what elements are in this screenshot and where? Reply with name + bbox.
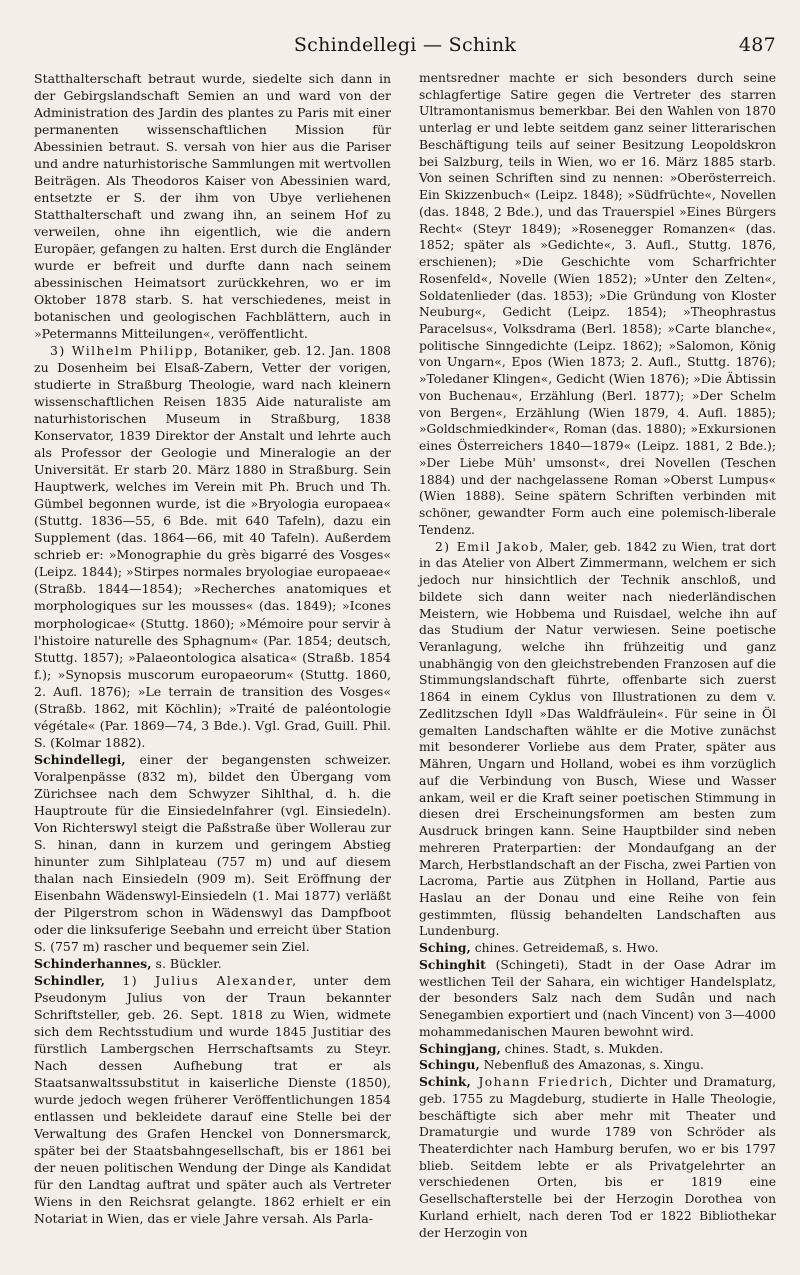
lemma-headword: Sching, [419, 940, 471, 956]
person-name: 3) Wilhelm Philipp, [50, 343, 200, 359]
person-name: 1) Julius Alexander, [105, 972, 298, 988]
lemma-headword: Schink, [419, 1074, 471, 1090]
entry-sching: Sching, chines. Getreidemaß, s. Hwo. [419, 940, 659, 956]
entry-schink: Schink, Johann Friedrich, Dichter und Dramaturg, geb. 1755 zu Magdeburg, studierte in Halle Theologie, beschäftigte sich aber mehr mit Theater und Dramaturgie und wurde 1789 von Schröder als Theaterdichter nach Hamburg berufen, wo er bis 1797 blieb. Seitdem lebte er als Privatgelehrter an verschiedenen Orten, bis er 1819 eine Gesellschafterstelle bei der Herzogin Dorothea von Kurland erhielt, nach deren Tod er 1822 Bibliothekar der Herzogin von [419, 1074, 776, 1240]
entry-subentry-emil-jakob: 2) Emil Jakob, Maler, geb. 1842 zu Wien, trat dort in das Atelier von Albert Zimmermann, welchem er sich jedoch nur hinsichtlich der Technik anschloß, und bildete sich dann weiter nach niederländischen Meistern, wie Hobbema und Ruisdael, welche ihn auf das Studium der Natur verwiesen. Seine poetische Veranlagung, welche ihn frühzeitig und ganz unabhängig von den gleichstrebenden Franzosen auf die Stimmungslandschaft führte, offenbarte sich zuerst 1864 in einem Cyklus von Illustrationen zu dem v. Zedlitzschen Idyll »Das Waldfräulein«. Für seine in Öl gemalten Landschaften wählte er die Motive zunächst mit besonderer Vorliebe aus dem Prater, später aus Mähren, Ungarn und Holland, wobei es ihm vorzüglich auf die Verbindung von Busch, Wiese und Wasser ankam, weil er die Kraft seiner poetischen Stimmung in diesen drei Erscheinungsformen am besten zum Ausdruck bringen kann. Seine Hauptbilder sind neben mehreren Praterpartien: der Mondaufgang an der March, Herbstlandschaft an der Fischa, zwei Partien von Lacroma, Partie aus Zütphen in Holland, Partie aus Haslau an der Donau und eine Reihe von fein gestimmten, flüssig behandelten Landschaften aus Lundenburg. [419, 539, 777, 939]
lemma-headword: Schindler, [34, 972, 106, 988]
entry-schingjang: Schingjang, chines. Stadt, s. Mukden. [419, 1040, 664, 1056]
entry-continuation: Statthalterschaft betraut wurde, siedelte sich dann in der Gebirgslandschaft Semien an und ward von der Administration des Jardin des plantes zu Paris mit einer permanenten wissenschaftlichen Mission für Abessinien betraut. S. versah von hier aus die Pariser und andre naturhistorische Sammlungen mit wertvollen Beiträgen. Als Theodoros Kaiser von Abessinien ward, entsetzte er S. der ihm von Ubye verliehenen Statthalterschaft und zwang ihn, an seinem Hof zu verweilen, ohne ihn eigentlich, wie die andern Europäer, gefangen zu halten. Erst durch die Engländer wurde er befreit und durfte dann nach seinem abessinischen Heimatsort zurückkehren, wo er im Oktober 1878 starb. S. hat verschiedenes, meist in botanischen und geologischen Fachblättern, auch in »Petermanns Mitteilungen«, veröffentlicht. [34, 71, 391, 342]
entry-continuation: mentsredner machte er sich besonders durch seine schlagfertige Satire gegen die Vertreter des starren Ultramontanismus bemerkbar. Bei den Wahlen von 1870 unterlag er und lebte seitdem ganz seiner litterarischen Beschäftigung teils auf seiner Besitzung Leopoldskron bei Salzburg, teils in Wien, wo er 16. März 1885 starb. Von seinen Schriften sind zu nennen: »Oberösterreich. Ein Skizzenbuch« (Leipz. 1848); »Südfrüchte«, Novellen (das. 1848, 2 Bde.), und das Trauerspiel »Eines Bürgers Recht« (Steyr 1849); »Rosenegger Romanzen« (das. 1852; später als »Gedichte«, 3. Aufl., Stuttg. 1876, erschienen); »Die Geschichte vom Scharfrichter Rosenfeld«, Novelle (Wien 1852); »Unter den Zelten«, Soldatenlieder (das. 1853); »Die Gründung von Kloster Neuburg«, Gedicht (Leipz. 1854); »Theophrastus Paracelsus«, Volksdrama (Berl. 1858); »Carte blanche«, politische Sinngedichte (Leipz. 1862); »Salomon, König von Ungarn«, Epos (Wien 1873; 2. Aufl., Stuttg. 1876); »Toledaner Klingen«, Gedicht (Wien 1876); »Die Äbtissin von Buchenau«, Erzählung (Berl. 1877); »Der Schelm von Bergen«, Erzählung (Wien 1879, 4. Aufl. 1885); »Goldschmiedkinder«, Roman (das. 1880); »Exkursionen eines Österreichers 1840—1879« (Leipz. 1881, 2 Bde.); »Der Liebe Müh' umsonst«, drei Novellen (Teschen 1884) und der nachgelassene Roman »Oberst Lumpus« (Wien 1888). Seine spätern Schriften verbinden mit schöner, gewandter Form auch eine polemisch-liberale Tendenz. [419, 71, 776, 537]
right-column [419, 70, 776, 1241]
person-name: Johann Friedrich, [470, 1075, 615, 1090]
entry-schinderhannes: Schinderhannes, s. Bückler. [34, 955, 222, 971]
entry-schinghit: Schinghit (Schingeti), Stadt in der Oase Adrar im westlichen Teil der Sahara, ein wichtiger Handelsplatz, der besonders Salz nach dem Sudân und nach Senegambien exportiert und (nach Vincent) von 3—4000 mohammedanischen Mauren bewohnt wird. [419, 956, 776, 1039]
page-number: 487 [738, 34, 776, 56]
lemma-headword: Schinghit [419, 956, 486, 972]
lemma-headword: Schindellegi, [34, 751, 126, 767]
person-name: 2) Emil Jakob, [435, 539, 545, 554]
lemma-headword: Schingu, [419, 1057, 480, 1073]
entry-schingu: Schingu, Nebenfluß des Amazonas, s. Xingu. [419, 1057, 704, 1073]
lemma-headword: Schingjang, [419, 1040, 501, 1056]
running-header [34, 34, 776, 60]
entry-subentry-wilhelm-philipp: 3) Wilhelm Philipp, Botaniker, geb. 12. Jan. 1808 zu Dosenheim bei Elsaß-Zabern, Vetter der vorigen, studierte in Straßburg Theologie, ward nach kleinern wissenschaftlichen Reisen 1835 Aide naturaliste am naturhistorischen Museum in Straßburg, 1838 Konservator, 1839 Direktor der Anstalt und lehrte auch als Professor der Geologie und Mineralogie an der Universität. Er starb 20. März 1880 in Straßburg. Sein Hauptwerk, welches im Verein mit Ph. Bruch und Th. Gümbel begonnen wurde, ist die »Bryologia europaea« (Stuttg. 1836—55, 6 Bde. mit 640 Tafeln), dazu ein Supplement (das. 1864—66, mit 40 Tafeln). Außerdem schrieb er: »Monographie du grès bigarré des Vosges« (Leipz. 1844); »Stirpes normales bryologiae europaeae« (Straßb. 1844—1854); »Recherches anatomiques et morphologiques sur les mousses« (das. 1849); »Icones morphologicae« (Stuttg. 1860); »Mémoire pour servir à l'histoire naturelle des Sphagnum« (Par. 1854; deutsch, Stuttg. 1857); »Palaeontologica alsatica« (Straßb. 1854 f.); »Synopsis muscorum europaeorum« (Stuttg. 1860, 2. Aufl. 1876); »Le terrain de transition des Vosges« (Straßb. 1862, mit Köchlin); »Traité de paléontologie végétale« (Par. 1869—74, 3 Bde.). Vgl. Grad, Guill. Phil. S. (Kolmar 1882). [34, 343, 392, 750]
lemma-headword: Schinderhannes, [34, 955, 152, 971]
left-column [34, 70, 391, 1227]
entry-schindler: Schindler, 1) Julius Alexander, unter dem Pseudonym Julius von der Traun bekannter Schriftsteller, geb. 26. Sept. 1818 zu Wien, widmete sich dem Rechtsstudium und wurde 1845 Justitiar des fürstlich Lambergschen Herrschaftsamts zu Steyr. Nach dessen Aufhebung trat er als Staatsanwaltssubstitut in kaiserliche Dienste (1850), wurde jedoch wegen früherer Veröffentlichungen 1854 entlassen und bekleidete darauf eine Stelle bei der Verwaltung des Grafen Henckel von Donnersmarck, später bei der Staatsbahngesellschaft, bis er 1861 bei der neuen politischen Wendung der Dinge als Kandidat für den Landtag auftrat und später auch als Vertreter Wiens in den Reichsrat gelangte. 1862 erhielt er ein Notariat in Wien, das er viele Jahre versah. Als Parla- [34, 972, 391, 1227]
entry-schindellegi: Schindellegi, einer der begangensten schweizer. Voralpenpässe (832 m), bildet den Übergang vom Zürichsee nach dem Schwyzer Sihlthal, d. h. die Hauptroute für die Einsiedelnfahrer (vgl. Einsiedeln). Von Richterswyl steigt die Paßstraße über Wollerau zur S. hinan, dann in kurzem und geringem Abstieg hinunter zum Sihlplateau (757 m) und auf diesem thalan nach Einsiedeln (909 m). Seit Eröffnung der Eisenbahn Wädenswyl-Einsiedeln (1. Mai 1877) verläßt der Pilgerstrom schon in Wädenswyl das Dampfboot oder die linksuferige Seebahn und erreicht über Station S. (757 m) rascher und bequemer sein Ziel. [34, 751, 391, 954]
running-title: Schindellegi — Schink [293, 34, 517, 56]
